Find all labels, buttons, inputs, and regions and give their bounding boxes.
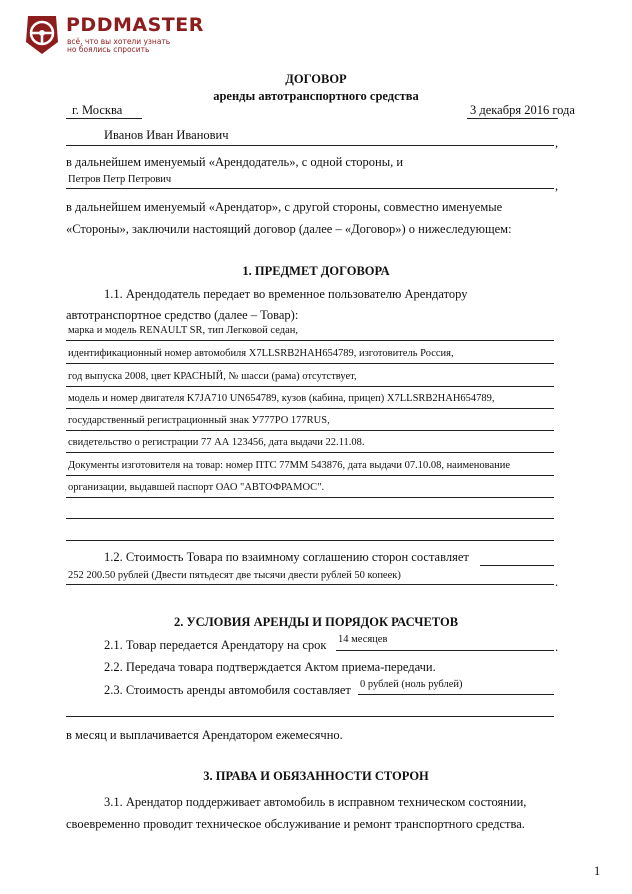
- clause-3-1-line-1: 3.1. Арендатор поддерживает автомобиль в исправном техническом состоянии,: [104, 795, 527, 809]
- rent-underline-2: [66, 716, 554, 717]
- vehicle-line: год выпуска 2008, цвет КРАСНЫЙ, № шасси (рама) отсутствует,: [68, 371, 357, 382]
- logo-tagline-2: но боялись спросить: [67, 45, 150, 54]
- steering-wheel-icon: [22, 12, 62, 56]
- date-underline: [467, 118, 558, 119]
- parties-line-1: в дальнейшем именуемый «Арендатор», с другой стороны, совместно именуемые: [66, 200, 503, 214]
- vehicle-line: марка и модель RENAULT SR, тип Легковой седан,: [68, 325, 298, 336]
- parties-line-2: «Стороны», заключили настоящий договор (далее – «Договор») о нижеследующем:: [66, 222, 512, 236]
- monthly-text: в месяц и выплачивается Арендатором ежемесячно.: [66, 728, 343, 742]
- vehicle-underline: [66, 408, 554, 409]
- clause-2-1-text: 2.1. Товар передается Арендатору на срок: [104, 638, 327, 652]
- vehicle-underline: [66, 452, 554, 453]
- blank-underline: [66, 540, 554, 541]
- rent-underline: [358, 694, 554, 695]
- vehicle-underline: [66, 430, 554, 431]
- page-number: 1: [594, 864, 601, 878]
- vehicle-line: государственный регистрационный знак У777РО 177RUS,: [68, 415, 330, 426]
- clause-1-2-text: 1.2. Стоимость Товара по взаимному соглашению сторон составляет: [104, 550, 469, 564]
- clause-2-3-text: 2.3. Стоимость аренды автомобиля составляет: [104, 683, 351, 697]
- section-3-heading: 3. ПРАВА И ОБЯЗАННОСТИ СТОРОН: [203, 769, 429, 783]
- vehicle-underline: [66, 497, 554, 498]
- vehicle-line: идентификационный номер автомобиля X7LLSRB2HAH654789, изготовитель Россия,: [68, 348, 454, 359]
- blank-underline: [66, 518, 554, 519]
- document-subtitle: аренды автотранспортного средства: [213, 89, 419, 103]
- section-2-heading: 2. УСЛОВИЯ АРЕНДЫ И ПОРЯДОК РАСЧЕТОВ: [173, 615, 459, 629]
- landlord-name: Иванов Иван Иванович: [104, 128, 229, 142]
- vehicle-underline: [66, 386, 554, 387]
- section-1-heading: 1. ПРЕДМЕТ ДОГОВОРА: [242, 264, 390, 278]
- landlord-underline: [66, 145, 554, 146]
- tenant-name: Петров Петр Петрович: [68, 174, 172, 185]
- term-underline: [336, 650, 554, 651]
- term-period: .: [555, 640, 559, 654]
- logo-tagline-1: всё, что вы хотели узнать: [67, 37, 171, 46]
- vehicle-underline: [66, 340, 554, 341]
- city-underline: [66, 118, 142, 119]
- logo: [22, 12, 204, 58]
- document-date: 3 декабря 2016 года: [470, 103, 575, 117]
- clause-1-1-line-2: автотранспортное средство (далее – Товар):: [66, 308, 299, 322]
- landlord-text: в дальнейшем именуемый «Арендодатель», с одной стороны, и: [66, 155, 404, 169]
- price-value: 252 200.50 рублей (Двести пятьдесят две тысячи двести рублей 50 копеек): [68, 570, 401, 581]
- clause-3-1-line-2: своевременно проводит техническое обслуживание и ремонт транспортного средства.: [66, 817, 525, 831]
- term-value: 14 месяцев: [338, 634, 388, 645]
- vehicle-line: модель и номер двигателя K7JA710 UN654789, кузов (кабина, прицеп) X7LLSRB2HAH654789,: [68, 393, 495, 404]
- document-title: ДОГОВОР: [285, 72, 347, 86]
- vehicle-line: Документы изготовителя на товар: номер ПТС 77ММ 543876, дата выдачи 07.10.08, наименование: [68, 460, 511, 471]
- landlord-comma: ,: [555, 136, 559, 150]
- tenant-comma: ,: [555, 179, 559, 193]
- rent-value: 0 рублей (ноль рублей): [360, 679, 463, 690]
- clause-2-2-text: 2.2. Передача товара подтверждается Актом приема-передачи.: [104, 660, 436, 674]
- vehicle-underline: [66, 363, 554, 364]
- price-underline-2: [66, 584, 554, 585]
- price-period: .: [555, 575, 559, 589]
- logo-name: PDDMASTER: [66, 14, 204, 36]
- price-underline-1: [480, 565, 554, 566]
- vehicle-line: организации, выдавшей паспорт ОАО "АВТОФРАМОС".: [68, 482, 325, 493]
- clause-1-1-line-1: 1.1. Арендодатель передает во временное пользователю Арендатору: [104, 287, 468, 301]
- vehicle-underline: [66, 475, 554, 476]
- tenant-underline: [66, 188, 554, 189]
- vehicle-line: свидетельство о регистрации 77 АА 123456, дата выдачи 22.11.08.: [68, 437, 365, 448]
- city: г. Москва: [72, 103, 123, 117]
